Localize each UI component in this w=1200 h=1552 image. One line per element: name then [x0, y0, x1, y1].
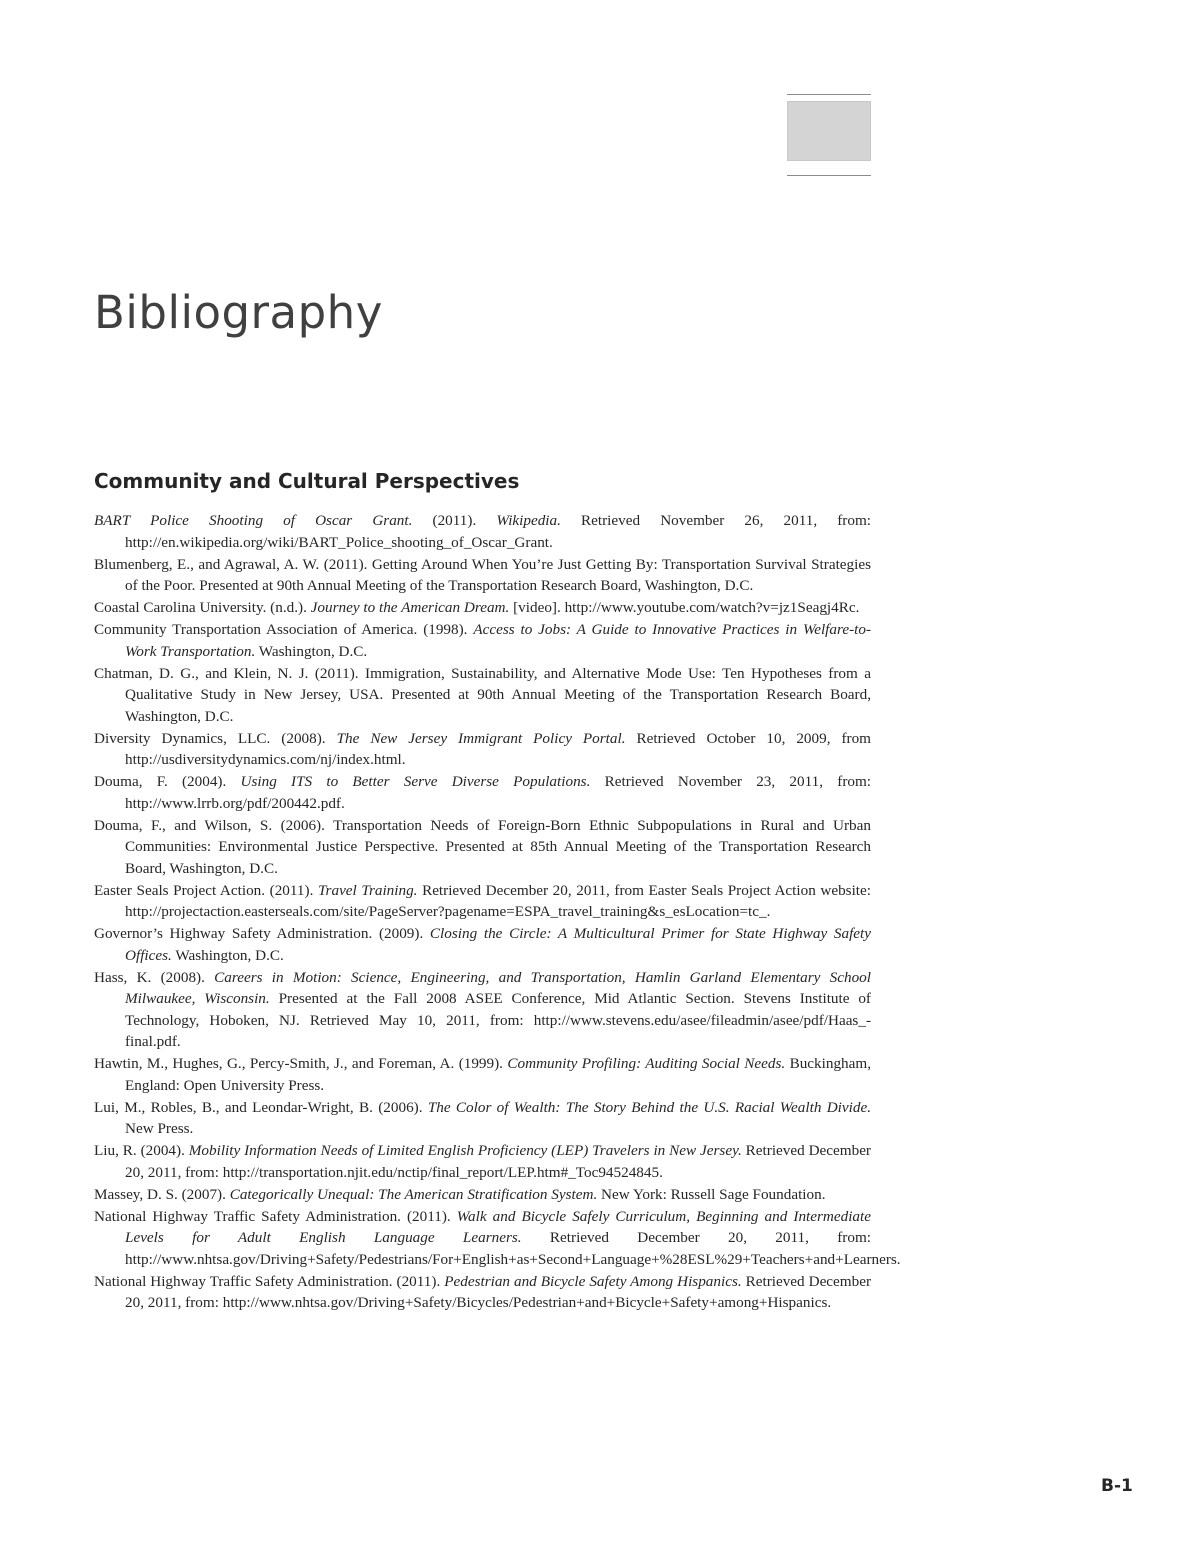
reference-item	[94, 1053, 871, 1096]
reference-list	[94, 510, 901, 1314]
reference-item	[94, 771, 871, 814]
ref-text: Governor’s Highway Safety Administration. (2009).	[94, 925, 430, 942]
ref-text: Retrieved December 20, 2011, from: http://www.nhtsa.gov/Driving+Safety/Pedestrians/For+English+as+Second+Language+%28ESL%29+Teachers+and+Learners.	[125, 1229, 901, 1268]
ref-italic: The Color of Wealth: The Story Behind the U.S. Racial Wealth Divide.	[427, 1098, 871, 1116]
reference-item	[94, 597, 871, 619]
ref-text: Diversity Dynamics, LLC. (2008).	[94, 729, 337, 747]
ref-text: New Press.	[125, 1120, 194, 1137]
ref-text: Lui, M., Robles, B., and Leondar-Wright, B. (2006).	[94, 1098, 428, 1116]
ref-text: Retrieved November 26, 2011, from: http://en.wikipedia.org/wiki/BART_Police_shooting_of_Oscar_Grant.	[125, 512, 871, 551]
page-title: Bibliography	[94, 286, 383, 339]
ref-italic: Mobility Information Needs of Limited English Proficiency (LEP) Travelers in New Jersey.	[188, 1142, 742, 1159]
ref-italic: Travel Training.	[317, 881, 418, 899]
ref-text: New York: Russell Sage Foundation.	[597, 1185, 826, 1203]
reference-item	[94, 1206, 901, 1271]
ref-text: [video]. http://www.youtube.com/watch?v=jz1Seagj4Rc.	[509, 599, 860, 616]
ref-text: Massey, D. S. (2007).	[94, 1185, 230, 1203]
reference-item	[94, 815, 871, 880]
ref-text: Liu, R. (2004).	[94, 1142, 189, 1159]
reference-item	[94, 663, 871, 728]
ref-text: (2011).	[412, 512, 497, 529]
ref-text: Retrieved December 20, 2011, from: http://transportation.njit.edu/nctip/final_report/LEP.htm#_Toc94524845.	[125, 1142, 871, 1181]
tab-rule-top	[787, 94, 871, 95]
ref-text: Community Transportation Association of America. (1998).	[94, 621, 474, 638]
ref-italic: Journey to the American Dream.	[310, 599, 510, 616]
ref-text: Washington, D.C.	[171, 946, 284, 964]
ref-text: Hass, K. (2008).	[94, 968, 215, 986]
ref-italic: Wikipedia.	[496, 512, 561, 529]
reference-item	[94, 1097, 871, 1140]
reference-item	[94, 880, 871, 923]
ref-text: Retrieved December 20, 2011, from Easter Seals Project Action website: http://projectaction.easterseals.com/site/PageServer?pagename=ESPA_travel_training&s_esLocation=tc_.	[125, 881, 871, 920]
ref-italic: Using ITS to Better Serve Diverse Populations.	[240, 773, 591, 790]
ref-text: Douma, F. (2004).	[94, 773, 241, 790]
ref-text: Hawtin, M., Hughes, G., Percy-Smith, J., and Foreman, A. (1999).	[94, 1055, 508, 1072]
chapter-tab-decoration	[787, 93, 871, 179]
ref-text: Presented at the Fall 2008 ASEE Conference, Mid Atlantic Section. Stevens Institute of Technology, Hoboken, NJ. Retrieved May 10, 2011, from: http://www.stevens.edu/asee/fileadmin/asee/pdf/Haas_-final.pdf.	[125, 990, 871, 1050]
ref-text: National Highway Traffic Safety Administration. (2011).	[94, 1207, 457, 1225]
ref-italic: Categorically Unequal: The American Stratification System.	[229, 1185, 598, 1203]
section-heading: Community and Cultural Perspectives	[94, 469, 520, 493]
ref-text: Washington, D.C.	[255, 642, 368, 660]
reference-item	[94, 728, 871, 771]
page-number: B-1	[1101, 1476, 1133, 1496]
reference-item	[94, 1184, 871, 1206]
ref-text: Retrieved November 23, 2011, from: http://www.lrrb.org/pdf/200442.pdf.	[125, 773, 871, 812]
ref-italic: Walk and Bicycle Safely Curriculum, Beginning and Intermediate Levels for Adult English Language Learners.	[125, 1207, 871, 1246]
ref-italic: The New Jersey Immigrant Policy Portal.	[336, 729, 626, 747]
reference-item	[94, 1271, 871, 1314]
ref-italic: BART Police Shooting of Oscar Grant.	[94, 512, 413, 529]
ref-text: Blumenberg, E., and Agrawal, A. W. (2011). Getting Around When You’re Just Getting By: Transportation Survival Strategies of the Poor. Presented at 90th Annual Meeting of the Transportation Research Board, Washington, D.C.	[94, 555, 871, 594]
ref-text: National Highway Traffic Safety Administration. (2011).	[94, 1272, 445, 1290]
ref-italic: Closing the Circle: A Multicultural Primer for State Highway Safety Offices.	[125, 925, 871, 964]
reference-item	[94, 923, 871, 966]
reference-item	[94, 554, 871, 597]
ref-text: Retrieved December 20, 2011, from: http://www.nhtsa.gov/Driving+Safety/Bicycles/Pedestrian+and+Bicycle+Safety+among+Hispanics.	[125, 1272, 871, 1311]
tab-block	[787, 101, 871, 161]
ref-italic: Community Profiling: Auditing Social Needs.	[507, 1055, 786, 1072]
ref-italic: Pedestrian and Bicycle Safety Among Hispanics.	[444, 1272, 742, 1290]
reference-item	[94, 510, 871, 553]
reference-item	[94, 619, 871, 662]
ref-text: Chatman, D. G., and Klein, N. J. (2011). Immigration, Sustainability, and Alternative Mode Use: Ten Hypotheses from a Qualitative Study in New Jersey, USA. Presented at 90th Annual Meeting of the Transportation Research Board, Washington, D.C.	[94, 664, 871, 725]
reference-item	[94, 1140, 871, 1183]
ref-text: Douma, F., and Wilson, S. (2006). Transportation Needs of Foreign-Born Ethnic Subpopulations in Rural and Urban Communities: Environmental Justice Perspective. Presented at 85th Annual Meeting of the Transportation Research Board, Washington, D.C.	[94, 816, 871, 877]
ref-text: Coastal Carolina University. (n.d.).	[94, 599, 311, 616]
ref-text: Retrieved October 10, 2009, from http://usdiversitydynamics.com/nj/index.html.	[125, 729, 872, 768]
reference-item	[94, 967, 871, 1053]
ref-text: Buckingham, England: Open University Press.	[125, 1055, 871, 1094]
ref-italic: Careers in Motion: Science, Engineering, and Transportation, Hamlin Garland Elementary School Milwaukee, Wisconsin.	[125, 968, 871, 1007]
ref-italic: Access to Jobs: A Guide to Innovative Practices in Welfare-to-Work Transportation.	[125, 621, 871, 660]
ref-text: Easter Seals Project Action. (2011).	[94, 881, 318, 899]
tab-rule-bottom	[787, 175, 871, 176]
